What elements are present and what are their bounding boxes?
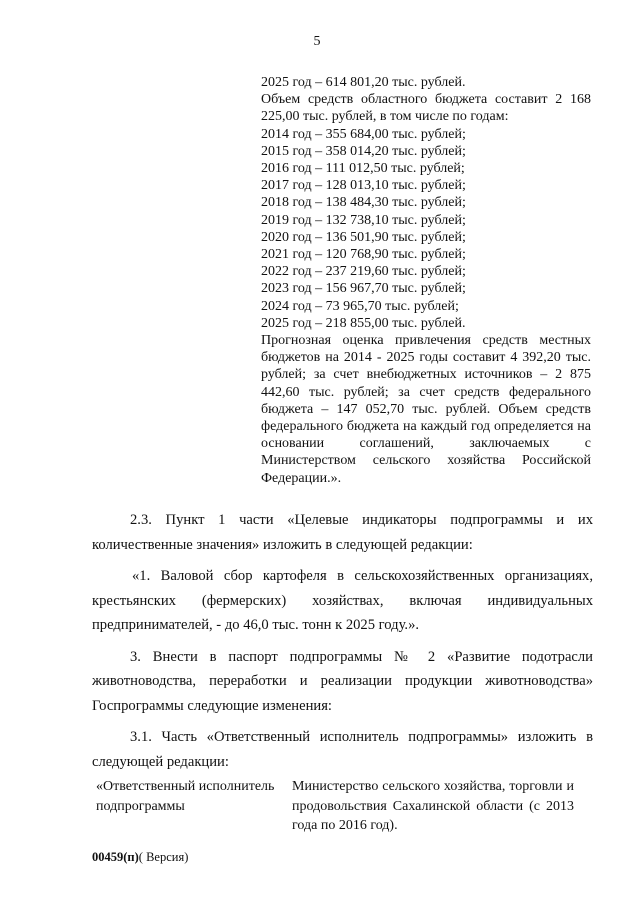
document-code: 00459(п) (92, 850, 139, 864)
year-line: 2014 год – 355 684,00 тыс. рублей; (261, 126, 466, 142)
table-left-cell: «Ответственный исполнитель подпрограммы (96, 779, 275, 814)
paragraph-3: 3. Внести в паспорт подпрограммы № 2 «Развитие подотрасли животноводства, переработки и реализации продукции животноводства» Госпрограммы следующие изменения: (92, 648, 593, 714)
main-text (92, 508, 593, 774)
quoted-indicator: «1. Валовой сбор картофеля в сельскохозяйственных организациях, крестьянских (фермерских) хозяйствах, включая индивидуальных предпринимателей, - до 46,0 тыс. тонн к 2025 году.». (92, 568, 593, 633)
funding-2025-total: 2025 год – 614 801,20 тыс. рублей. (261, 75, 466, 90)
year-line: 2023 год – 156 967,70 тыс. рублей; (261, 281, 466, 297)
forecast-paragraph: Прогнозная оценка привлечения средств местных бюджетов на 2014 - 2025 годы составит 4 392,20 тыс. рублей; за счет внебюджетных источников – 2 875 442,60 тыс. рублей; за счет средств федерального бюджета – 147 052,70 тыс. рублей. Объем средств федерального бюджета на каждый год определяется на основании соглашений, заключаемых с Министерством сельского хозяйства Российской Федерации.». (261, 333, 591, 486)
funding-block (261, 74, 591, 487)
year-line: 2020 год – 136 501,90 тыс. рублей; (261, 229, 466, 245)
page-number: 5 (313, 34, 321, 49)
year-line: 2024 год – 73 965,70 тыс. рублей; (261, 298, 459, 314)
year-line: 2025 год – 218 855,00 тыс. рублей. (261, 315, 466, 331)
year-line: 2015 год – 358 014,20 тыс. рублей; (261, 143, 466, 159)
year-line: 2022 год – 237 219,60 тыс. рублей; (261, 264, 466, 280)
responsible-executor-table (96, 777, 596, 836)
version-label: ( Версия) (138, 850, 189, 864)
document-footer (92, 850, 188, 865)
regional-budget-intro: Объем средств областного бюджета составит 2 168 225,00 тыс. рублей, в том числе по годам: (261, 92, 591, 125)
paragraph-3-1: 3.1. Часть «Ответственный исполнитель подпрограммы» изложить в следующей редакции: (92, 729, 593, 770)
table-right-cell: Министерство сельского хозяйства, торговли и продовольствия Сахалинской области (с 2013 года по 2016 год). (292, 779, 574, 833)
year-line: 2016 год – 111 012,50 тыс. рублей; (261, 161, 465, 177)
year-line: 2017 год – 128 013,10 тыс. рублей; (261, 178, 466, 194)
year-line: 2019 год – 132 738,10 тыс. рублей; (261, 212, 466, 228)
paragraph-2-3: 2.3. Пункт 1 части «Целевые индикаторы подпрограммы и их количественные значения» изложить в следующей редакции: (92, 512, 593, 553)
year-line: 2018 год – 138 484,30 тыс. рублей; (261, 195, 466, 211)
year-line: 2021 год – 120 768,90 тыс. рублей; (261, 247, 466, 263)
